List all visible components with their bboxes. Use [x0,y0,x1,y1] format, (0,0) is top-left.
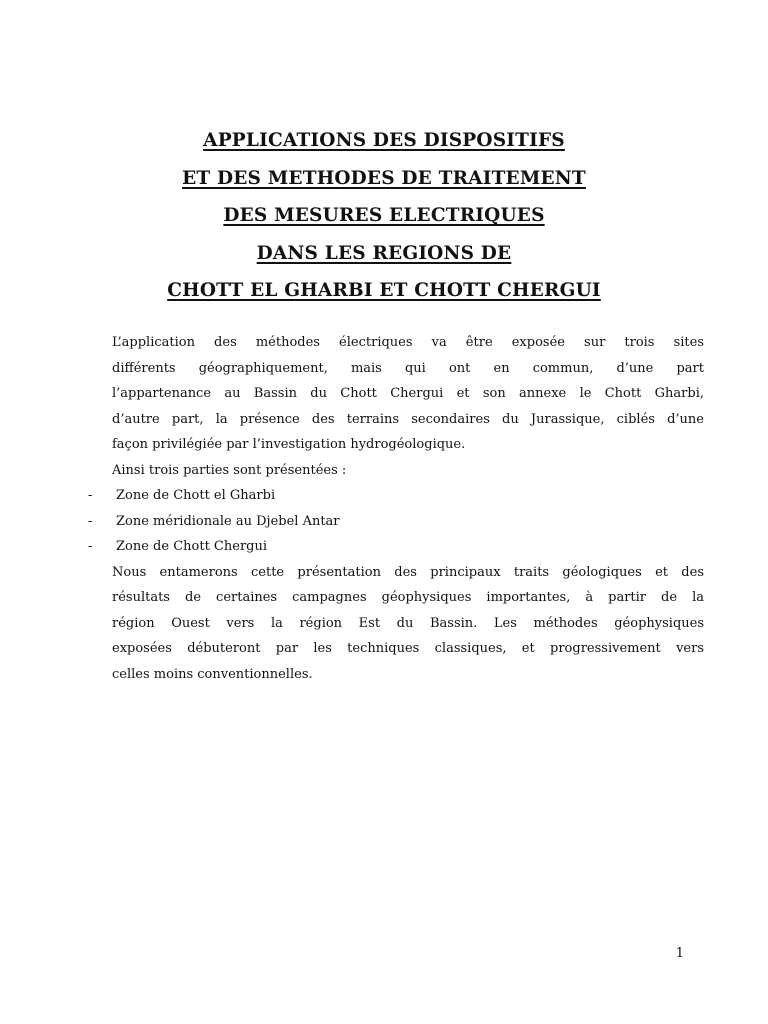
list-item [88,534,704,560]
parts-list [88,483,704,560]
bullet-dash: - [88,513,93,529]
list-item [88,509,704,535]
bullet-dash: - [88,488,93,503]
paragraph-line: exposées débuteront par les techniques classiques, et progressivement vers [112,641,704,656]
title-line-1: APPLICATIONS DES DISPOSITIFS [203,130,565,151]
paragraph-line: celles moins conventionnelles. [112,666,313,682]
paragraph-line: L’application des méthodes électriques va être exposée sur trois sites [112,335,704,350]
bullet-dash: - [88,539,93,554]
title-line-5: CHOTT EL GHARBI ET CHOTT CHERGUI [167,280,601,301]
list-item-text: Zone de Chott el Gharbi [116,488,276,503]
document-title [0,122,768,310]
paragraph-line: façon privilégiée par l’investigation hydrogéologique. [112,437,466,452]
paragraph-line: différents géographiquement, mais qui ont en commun, d’une part [112,360,704,376]
list-item [88,483,704,509]
title-line-4: DANS LES REGIONS DE [256,242,512,264]
paragraph-line: région Ouest vers la région Est du Bassin. Les méthodes géophysiques [112,615,704,631]
title-line-3: DES MESURES ELECTRIQUES [223,205,545,226]
page-number: 1 [675,946,684,961]
paragraph-line: résultats de certaines campagnes géophysiques importantes, à partir de la [112,590,704,605]
document-body [88,330,704,687]
paragraph-outline [112,560,704,688]
list-item-text: Zone de Chott Chergui [116,539,268,554]
paragraph-line: d’autre part, la présence des terrains secondaires du Jurassique, ciblés d’une [112,411,704,427]
list-item-text: Zone méridionale au Djebel Antar [116,513,340,529]
paragraph-intro [112,330,704,458]
title-line-2: ET DES METHODES DE TRAITEMENT [182,167,586,189]
parts-intro-line: Ainsi trois parties sont présentées : [112,462,347,478]
paragraph-line: Nous entamerons cette présentation des principaux traits géologiques et des [112,564,704,580]
paragraph-line: l’appartenance au Bassin du Chott Chergui et son annexe le Chott Gharbi, [112,386,704,401]
